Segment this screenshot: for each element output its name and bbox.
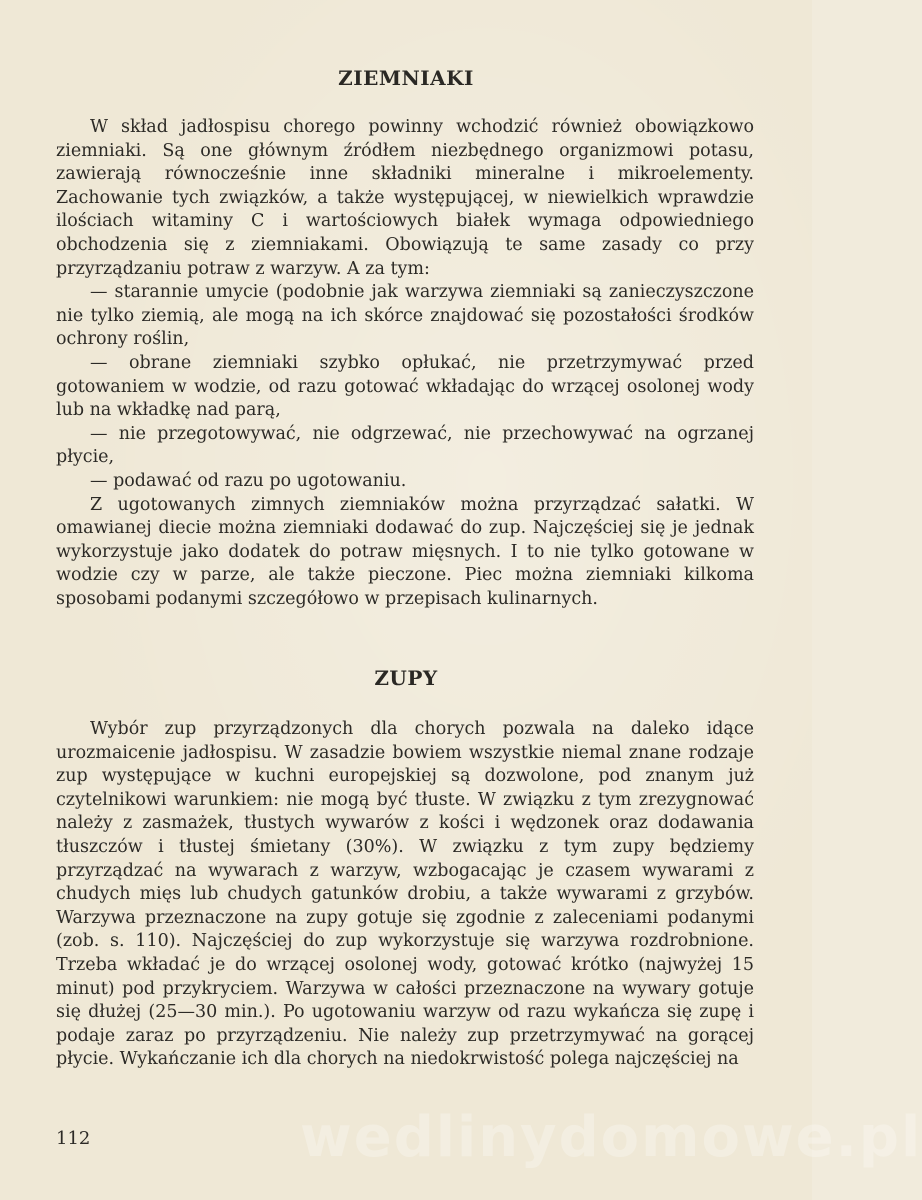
list-item: — podawać od razu po ugotowaniu. xyxy=(90,470,407,491)
watermark: wedlinydomowe.pl xyxy=(300,1105,922,1170)
page-number: 112 xyxy=(56,1128,91,1149)
section-body-ziemniaki xyxy=(56,116,754,611)
list-item: — starannie umycie (podobnie jak warzywa ziemniaki są zanieczyszczone nie tylko ziemią, ale mogą na ich skórce znajdować się pozostałości środków ochrony roślin, xyxy=(56,282,754,350)
list-item: — nie przegotowywać, nie odgrzewać, nie przechowywać na ogrzanej płycie, xyxy=(56,423,754,468)
section-title-zupy: ZUPY xyxy=(374,666,438,690)
section-title-ziemniaki: ZIEMNIAKI xyxy=(338,66,474,90)
paragraph: Wybór zup przyrządzonych dla chorych pozwala na daleko idące urozmaicenie jadłospisu. W zasadzie bowiem wszystkie niemal znane rodzaje zup występujące w kuchni europejskiej są dozwolone, pod znanym już czytelnikowi warunkiem: nie mogą być tłuste. W związku z tym zrezygnować należy z zasmażek, tłustych wywarów z kości i wędzonek oraz dodawania tłuszczów i tłustej śmietany (30%). W związku z tym zupy będziemy przyrządzać na wywarach z warzyw, wzbogacając je czasem wywarami z chudych mięs lub chudych gatunków drobiu, a także wywarami z grzybów. Warzywa przeznaczone na zupy gotuje się zgodnie z zaleceniami podanymi (zob. s. 110). Najczęściej do zup wykorzystuje się warzywa rozdrobnione. Trzeba wkładać je do wrzącej osolonej wody, gotować krótko (najwyżej 15 minut) pod przykryciem. Warzywa w całości przeznaczone na wywary gotuje się dłużej (25—30 min.). Po ugotowaniu warzyw od razu wykańcza się zupę i podaje zaraz po przyrządzeniu. Nie należy zup przetrzymywać na gorącej płycie. Wykańczanie ich dla chorych na niedokrwistość polega najczęściej na xyxy=(56,719,754,1070)
paragraph: Z ugotowanych zimnych ziemniaków można przyrządzać sałatki. W omawianej diecie można ziemniaki dodawać do zup. Najczęściej się je jednak wykorzystuje jako dodatek do potraw mięsnych. I to nie tylko gotowane w wodzie czy w parze, ale także pieczone. Piec można ziemniaki kilkoma sposobami podanymi szczegółowo w przepisach kulinarnych. xyxy=(56,494,754,609)
paragraph: W skład jadłospisu chorego powinny wchodzić również obowiązkowo ziemniaki. Są one głównym źródłem niezbędnego organizmowi potasu, zawierają równocześnie inne składniki mineralne i mikroelementy. Zachowanie tych związków, a także występującej, w niewielkich wprawdzie ilościach witaminy C i wartościowych białek wymaga odpowiedniego obchodzenia się z ziemniakami. Obowiązują te same zasady co przy przyrządzaniu potraw z warzyw. A za tym: xyxy=(56,117,754,279)
section-body-zupy xyxy=(56,718,754,1072)
list-item: — obrane ziemniaki szybko opłukać, nie przetrzymywać przed gotowaniem w wodzie, od razu gotować wkładając do wrzącej osolonej wody lub na wkładkę nad parą, xyxy=(56,352,754,421)
